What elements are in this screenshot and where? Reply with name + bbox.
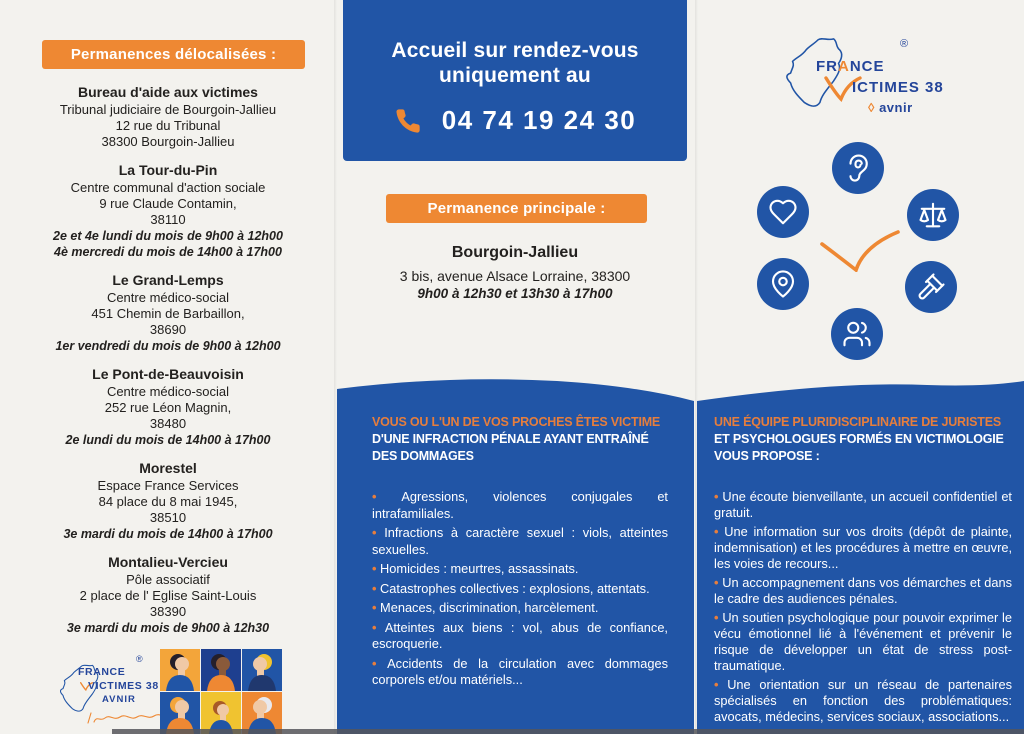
- icon-circle-people: [831, 308, 883, 360]
- location-block: [16, 366, 320, 448]
- location-name: Le Grand-Lemps: [112, 272, 224, 288]
- main-office-banner: [386, 194, 647, 223]
- icon-circle-heart: [757, 186, 809, 238]
- bullet-item: • Infractions à caractère sexuel : viols, atteintes sexuelles.: [372, 525, 668, 558]
- logo-text-avnir: avnir: [879, 100, 913, 115]
- location-line: 9 rue Claude Contamin,: [99, 196, 237, 211]
- location-line: 252 rue Léon Magnin,: [104, 400, 232, 415]
- profile-figure-icon: [242, 692, 282, 734]
- location-schedule: 4è mercredi du mois de 14h00 à 17h00: [54, 245, 282, 259]
- location-line: Pôle associatif: [126, 572, 210, 587]
- scan-edge-strip: [112, 729, 1024, 734]
- team-bullets: [714, 489, 1012, 725]
- team-section-title: [714, 414, 1012, 465]
- location-line: 38480: [149, 416, 187, 431]
- illustration-cell: [160, 649, 200, 691]
- corner-logo-france: FRANCE: [78, 666, 126, 678]
- illustration-cell: [160, 692, 200, 734]
- victim-bullets: [372, 489, 668, 689]
- location-block: [16, 272, 320, 354]
- appointment-line1: Accueil sur rendez-vous: [391, 39, 639, 62]
- center-swoosh-icon: [820, 230, 900, 272]
- team-title-rest: ET PSYCHOLOGUES FORMÉS EN VICTIMOLOGIE VOUS PROPOSE :: [714, 432, 1004, 463]
- registered-mark: ®: [900, 38, 909, 50]
- phone-icon: [394, 107, 422, 135]
- location-name: Montalieu-Vercieu: [108, 554, 228, 570]
- team-title-highlight: UNE ÉQUIPE PLURIDISCIPLINAIRE DE JURISTES: [714, 415, 1001, 429]
- bullet-item: • Un accompagnement dans vos démarches et dans le cadre des audiences pénales.: [714, 575, 1012, 607]
- icon-circle-location: [757, 258, 809, 310]
- left-panel-header-label: Permanences délocalisées :: [70, 46, 277, 63]
- illustration-cell: [242, 649, 282, 691]
- location-schedule: 2e lundi du mois de 14h00 à 17h00: [65, 433, 271, 447]
- location-line: 84 place du 8 mai 1945,: [98, 494, 238, 509]
- appointment-box: [343, 0, 687, 161]
- victim-title-rest: D'UNE INFRACTION PÉNALE AYANT ENTRAÎNÉ DES DOMMAGES: [372, 432, 649, 463]
- location-block: [16, 162, 320, 260]
- profile-figure-icon: [201, 692, 241, 734]
- gavel-icon: [916, 272, 946, 302]
- location-line: Centre médico-social: [106, 384, 230, 399]
- appointment-line2: uniquement au: [439, 64, 591, 87]
- scales-icon: [918, 200, 948, 230]
- avnir-mark-icon: ◊: [868, 100, 875, 115]
- people-illustration: [160, 649, 282, 734]
- icon-circle-scales: [907, 189, 959, 241]
- icon-circle-ear: [832, 142, 884, 194]
- location-schedule: 3e mardi du mois de 9h00 à 12h30: [66, 621, 270, 635]
- logo-brand-line2: ICTIMES 38: [852, 79, 944, 96]
- location-name: La Tour-du-Pin: [118, 162, 218, 178]
- bullet-item: • Agressions, violences conjugales et intrafamiliales.: [372, 489, 668, 522]
- location-line: 38390: [149, 604, 187, 619]
- corner-logo-victimes: VICTIMES 38: [88, 680, 159, 692]
- phone-row: [343, 105, 687, 136]
- office-address: 3 bis, avenue Alsace Lorraine, 38300: [399, 268, 631, 284]
- phone-number: 04 74 19 24 30: [441, 105, 637, 135]
- icon-circle-gavel: [905, 261, 957, 313]
- location-line: Tribunal judiciaire de Bourgoin-Jallieu: [59, 102, 277, 117]
- location-line: 12 rue du Tribunal: [115, 118, 221, 133]
- team-section: [714, 414, 1012, 728]
- location-line: 38690: [149, 322, 187, 337]
- ear-icon: [843, 153, 873, 183]
- location-name: Bureau d'aide aux victimes: [78, 84, 258, 100]
- bullet-item: • Une écoute bienveillante, un accueil confidentiel et gratuit.: [714, 489, 1012, 521]
- illustration-cell: [201, 649, 241, 691]
- location-block: [16, 460, 320, 542]
- bullet-item: • Une information sur vos droits (dépôt de plainte, indemnisation) et les procédures à mettre en œuvre, les voies de recours...: [714, 524, 1012, 572]
- location-schedule: 2e et 4e lundi du mois de 9h00 à 12h00: [53, 229, 283, 243]
- bullet-item: • Menaces, discrimination, harcèlement.: [372, 600, 668, 617]
- profile-figure-icon: [160, 649, 200, 691]
- logo-text-a: A: [838, 58, 850, 75]
- bullet-item: • Accidents de la circulation avec dommages corporels et/ou matériels...: [372, 656, 668, 689]
- location-schedule: 3e mardi du mois de 14h00 à 17h00: [63, 527, 273, 541]
- location-name: Le Pont-de-Beauvoisin: [92, 366, 244, 382]
- location-schedule: 1er vendredi du mois de 9h00 à 12h00: [55, 339, 281, 353]
- location-line: 38300 Bourgoin-Jallieu: [101, 134, 235, 149]
- location-line: 38110: [150, 212, 186, 227]
- heart-icon: [768, 197, 798, 227]
- logo-brand-line1: [816, 58, 885, 75]
- logo-brand-sub: [868, 100, 913, 115]
- logo-text-fr: FR: [816, 58, 838, 75]
- office-hours: 9h00 à 12h30 et 13h30 à 17h00: [417, 286, 613, 301]
- locations-list: [16, 84, 320, 648]
- profile-figure-icon: [160, 692, 200, 734]
- location-line: Centre communal d'action sociale: [70, 180, 266, 195]
- main-office-block: [343, 243, 687, 303]
- location-block: [16, 554, 320, 636]
- main-office-banner-label: Permanence principale :: [427, 200, 606, 217]
- office-city: Bourgoin-Jallieu: [451, 244, 579, 261]
- registered-mark: ®: [136, 654, 143, 664]
- left-panel-header: [42, 40, 305, 69]
- location-name: Morestel: [139, 460, 197, 476]
- victim-section: [372, 414, 668, 692]
- france-victimes-logo: [782, 32, 992, 132]
- bullet-item: • Une orientation sur un réseau de partenaires spécialisés en fonction des problématiques: avocats, médecins, services sociaux, associations...: [714, 677, 1012, 725]
- people-icon: [842, 319, 872, 349]
- illustration-cell: [201, 692, 241, 734]
- bullet-item: • Atteintes aux biens : vol, abus de confiance, escroquerie.: [372, 620, 668, 653]
- profile-figure-icon: [242, 649, 282, 691]
- location-line: Espace France Services: [97, 478, 239, 493]
- location-line: 451 Chemin de Barbaillon,: [91, 306, 245, 321]
- location-line: Centre médico-social: [106, 290, 230, 305]
- bullet-item: • Catastrophes collectives : explosions, attentats.: [372, 581, 668, 598]
- location-pin-icon: [768, 269, 798, 299]
- location-line: 2 place de l' Eglise Saint-Louis: [79, 588, 257, 603]
- location-block: [16, 84, 320, 150]
- illustration-cell: [242, 692, 282, 734]
- profile-figure-icon: [201, 649, 241, 691]
- corner-logo-avnir: AVNIR: [102, 694, 136, 705]
- victim-section-title: [372, 414, 668, 465]
- location-line: 38510: [149, 510, 187, 525]
- bullet-item: • Un soutien psychologique pour pouvoir exprimer le vécu émotionnel lié à l'événement et prévenir le risque de développer un état de stress post-traumatique.: [714, 610, 1012, 674]
- victim-title-highlight: VOUS OU L'UN DE VOS PROCHES ÊTES VICTIME: [372, 415, 661, 429]
- logo-text-nce: NCE: [849, 58, 885, 75]
- bullet-item: • Homicides : meurtres, assassinats.: [372, 561, 668, 578]
